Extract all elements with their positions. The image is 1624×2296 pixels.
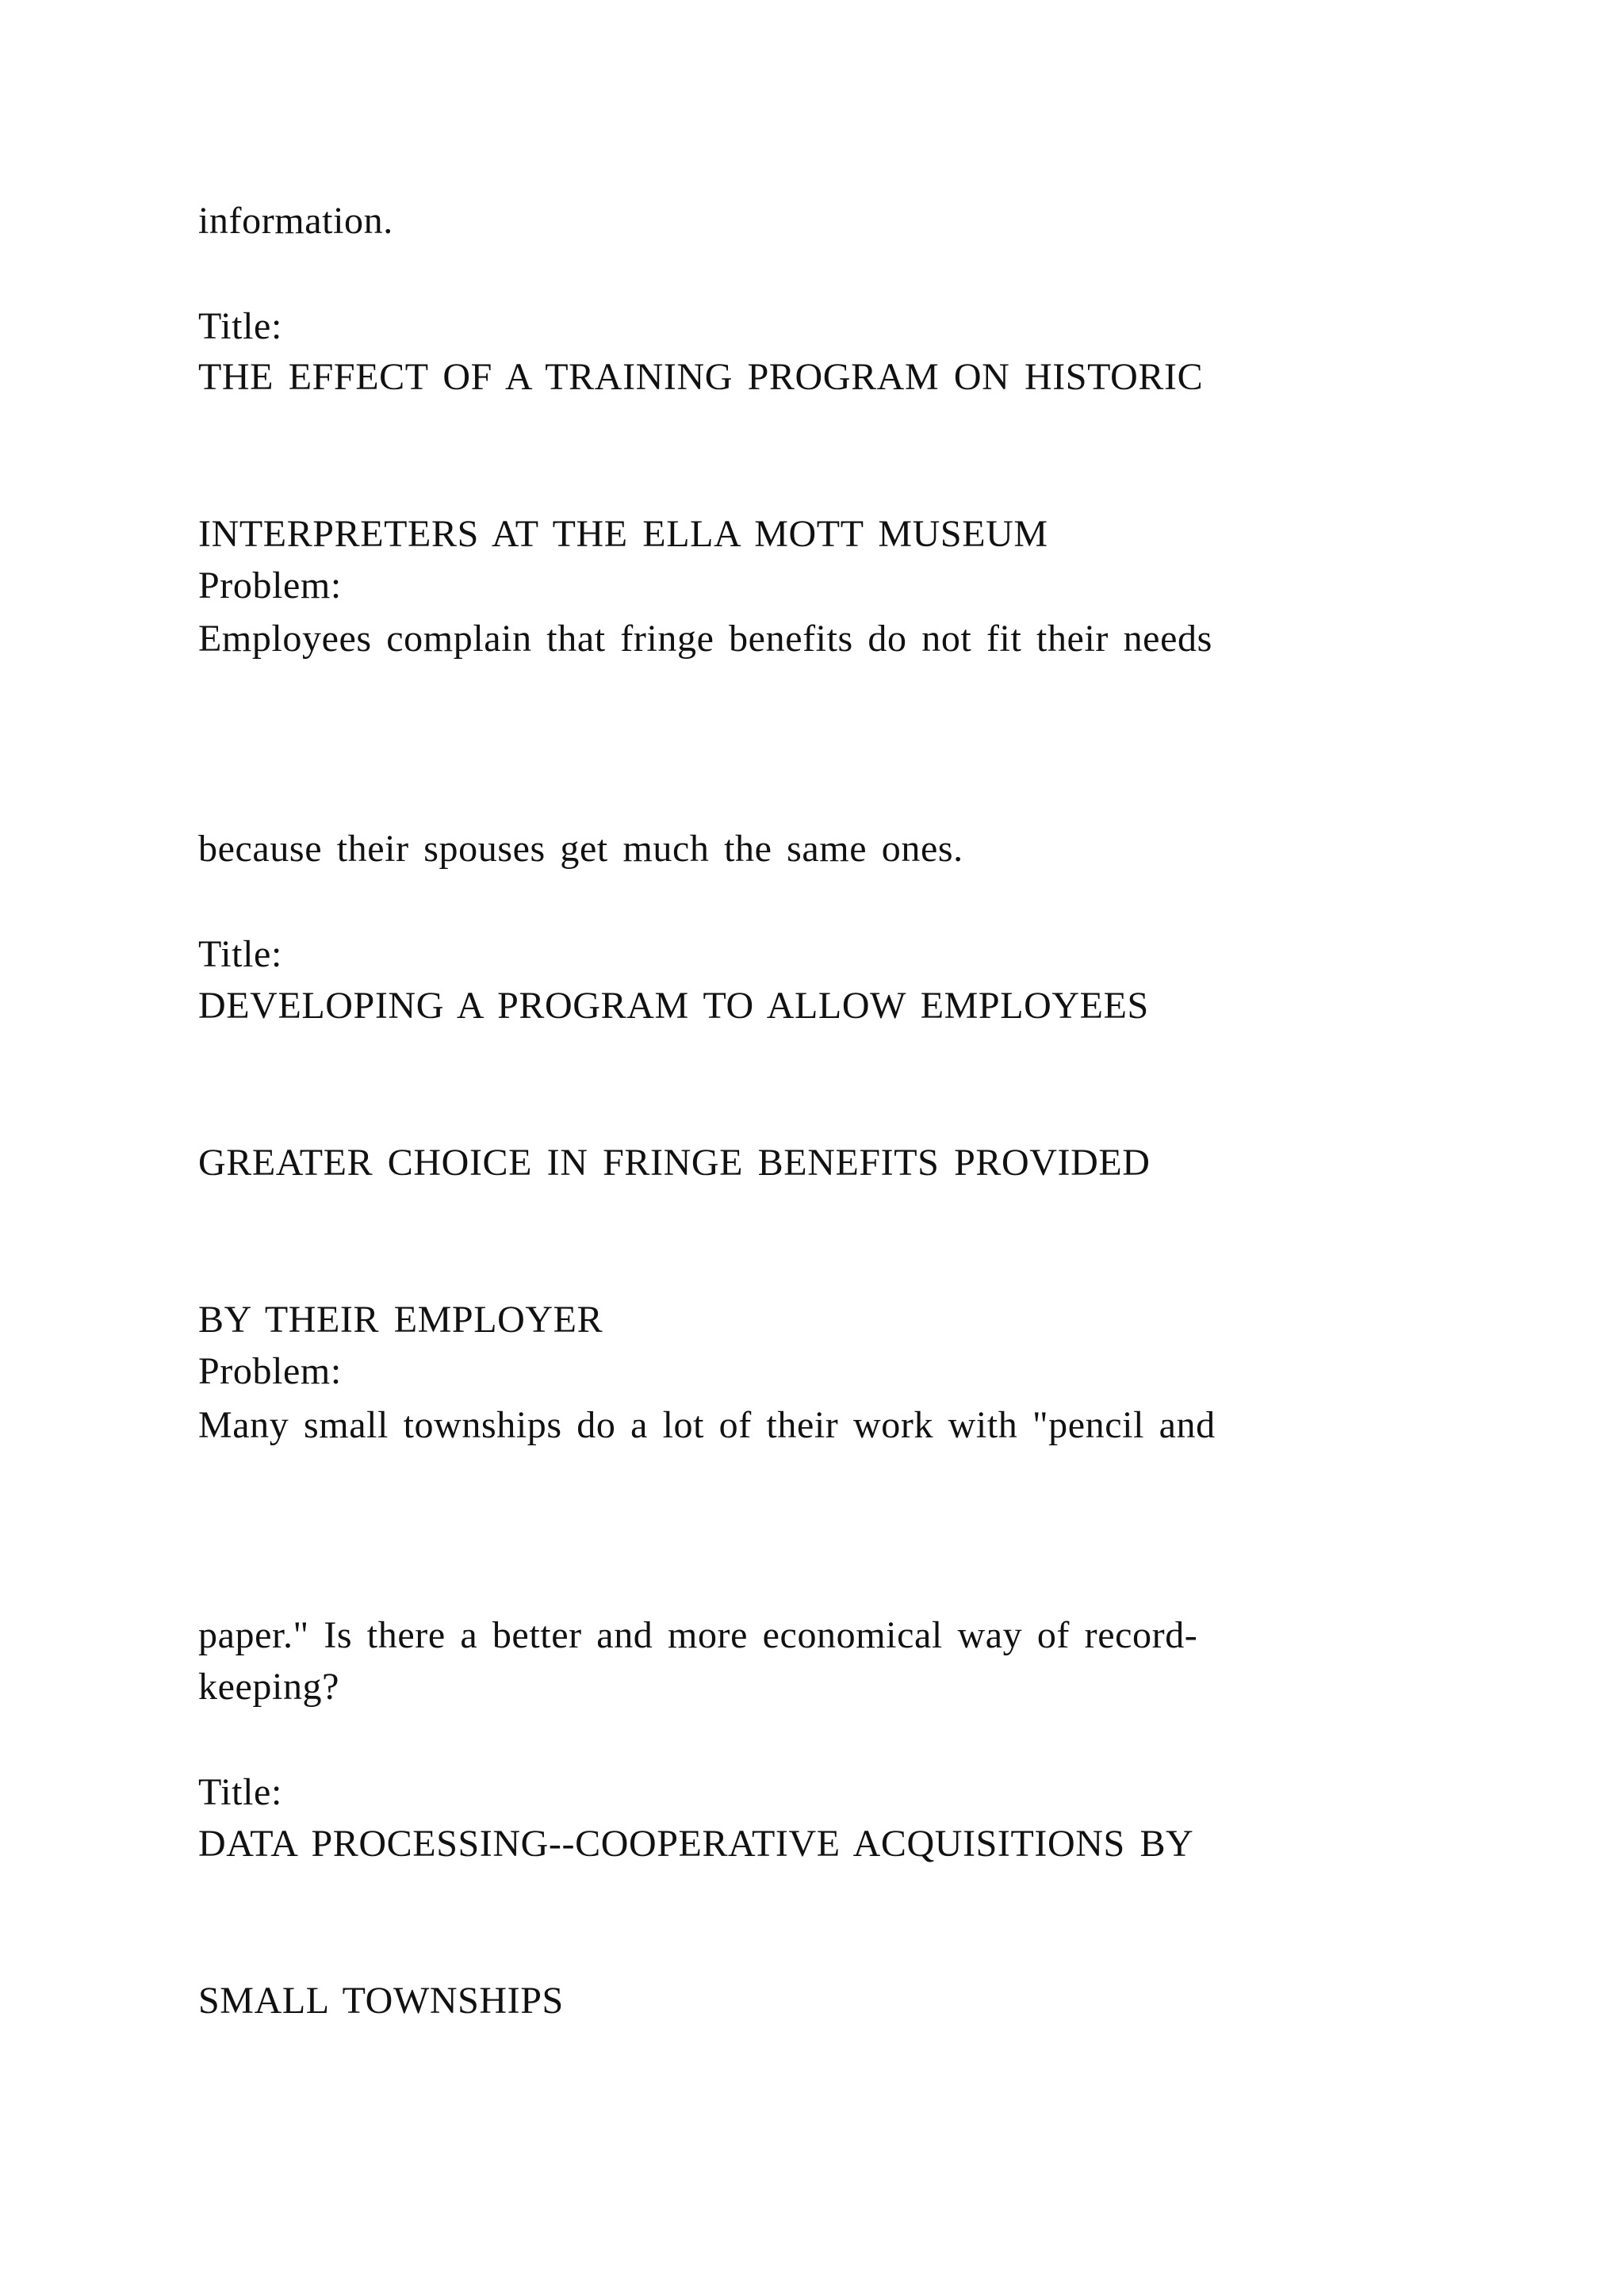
text-line-9: DEVELOPING A PROGRAM TO ALLOW EMPLOYEES <box>198 985 1149 1027</box>
text-line-8: Title: <box>198 933 282 975</box>
text-line-17: DATA PROCESSING--COOPERATIVE ACQUISITIONS BY <box>198 1823 1194 1865</box>
text-line-11: BY THEIR EMPLOYER <box>198 1299 603 1341</box>
text-line-10: GREATER CHOICE IN FRINGE BENEFITS PROVIDED <box>198 1142 1151 1184</box>
text-line-12: Problem: <box>198 1350 342 1392</box>
text-line-13: Many small townships do a lot of their work with "pencil and <box>198 1404 1216 1446</box>
text-line-5: Problem: <box>198 564 342 607</box>
text-line-4: INTERPRETERS AT THE ELLA MOTT MUSEUM <box>198 513 1048 555</box>
text-line-14: paper." Is there a better and more economical way of record- <box>198 1614 1198 1656</box>
text-line-16: Title: <box>198 1771 282 1813</box>
text-line-18: SMALL TOWNSHIPS <box>198 1980 564 2022</box>
text-line-3: THE EFFECT OF A TRAINING PROGRAM ON HISTORIC <box>198 356 1204 398</box>
text-line-6: Employees complain that fringe benefits do not fit their needs <box>198 618 1212 660</box>
text-line-2: Title: <box>198 305 282 347</box>
text-line-15: keeping? <box>198 1666 340 1708</box>
text-line-7: because their spouses get much the same ones. <box>198 828 963 870</box>
text-line-1: information. <box>198 200 393 242</box>
